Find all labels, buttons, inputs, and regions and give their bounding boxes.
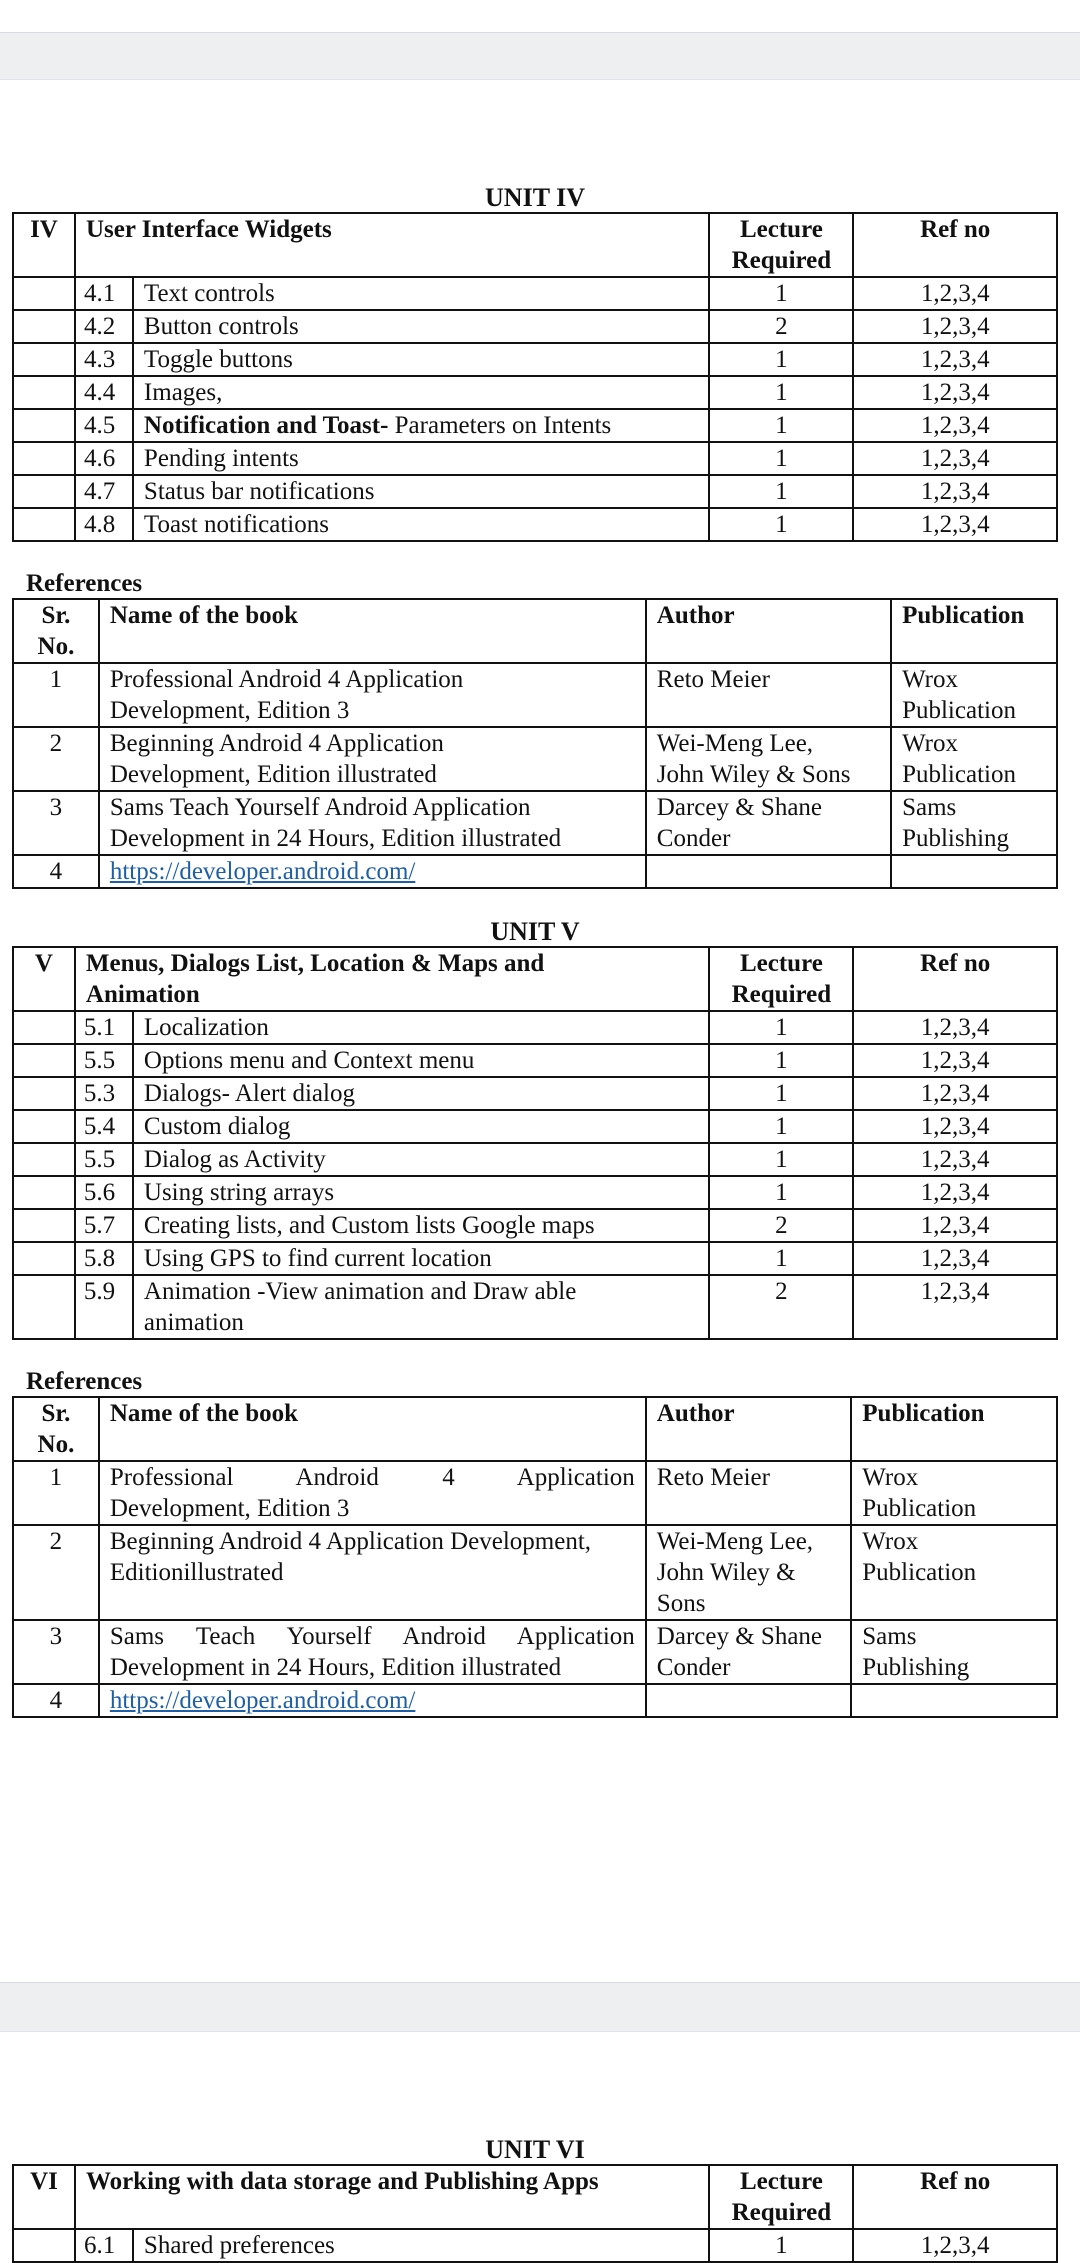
- lecture-required-header: Lecture Required: [709, 2165, 853, 2229]
- table-row: 4.1 Text controls 1 1,2,3,4: [13, 277, 1057, 310]
- unit-vi-table: [12, 2164, 1058, 2263]
- table-row: 4.7 Status bar notifications 1 1,2,3,4: [13, 475, 1057, 508]
- table-row: 4.8 Toast notifications 1 1,2,3,4: [13, 508, 1057, 541]
- unit-vi-title: UNIT VI: [485, 2135, 585, 2164]
- page-separator-top: [0, 32, 1080, 80]
- table-row: 3 Sams Teach Yourself Android Application Development in 24 Hours, Edition illustrated Darcey & Shane Conder Sams Publishing: [13, 791, 1057, 855]
- table-row: 4 https://developer.android.com/: [13, 855, 1057, 888]
- table-row: 4 https://developer.android.com/: [13, 1684, 1057, 1717]
- table-header-row: Sr. No. Name of the book Author Publication: [13, 1397, 1057, 1461]
- ref-no-header: Ref no: [853, 2165, 1057, 2229]
- table-header-row: [13, 213, 1057, 277]
- table-row: 4.4 Images, 1 1,2,3,4: [13, 376, 1057, 409]
- unit-iv-title: UNIT IV: [485, 183, 585, 212]
- table-row: 5.7 Creating lists, and Custom lists Google maps 2 1,2,3,4: [13, 1209, 1057, 1242]
- unit-heading: User Interface Widgets: [75, 213, 710, 277]
- table-row: 5.5 Options menu and Context menu 1 1,2,3,4: [13, 1044, 1057, 1077]
- lecture-required-header: Lecture Required: [709, 213, 853, 277]
- page-separator-bottom: [0, 1982, 1080, 2032]
- table-row: 3 Sams Teach Yourself Android Application Development in 24 Hours, Edition illustrated Darcey & Shane Conder Sams Publishing: [13, 1620, 1057, 1684]
- references-title: References: [26, 1368, 143, 1395]
- table-header-row: [13, 2165, 1057, 2229]
- references-table: [12, 598, 1058, 889]
- unit-number: V: [13, 947, 75, 1011]
- table-row: 5.3 Dialogs- Alert dialog 1 1,2,3,4: [13, 1077, 1057, 1110]
- lecture-required-header: Lecture Required: [709, 947, 853, 1011]
- table-row: 5.8 Using GPS to find current location 1 1,2,3,4: [13, 1242, 1057, 1275]
- developer-android-link[interactable]: https://developer.android.com/: [109, 858, 416, 885]
- references-table: [12, 1396, 1058, 1718]
- table-row: 5.5 Dialog as Activity 1 1,2,3,4: [13, 1143, 1057, 1176]
- table-row: 4.3 Toggle buttons 1 1,2,3,4: [13, 343, 1057, 376]
- table-row: 1 Professional Android 4 Application Development, Edition 3 Reto Meier Wrox Publication: [13, 663, 1057, 727]
- unit-v-table: [12, 946, 1058, 1340]
- table-row: 5.6 Using string arrays 1 1,2,3,4: [13, 1176, 1057, 1209]
- developer-android-link[interactable]: https://developer.android.com/: [109, 1687, 416, 1714]
- table-row: 4.6 Pending intents 1 1,2,3,4: [13, 442, 1057, 475]
- table-row: 5.1 Localization 1 1,2,3,4: [13, 1011, 1057, 1044]
- table-row: 4.2 Button controls 2 1,2,3,4: [13, 310, 1057, 343]
- table-row: 5.4 Custom dialog 1 1,2,3,4: [13, 1110, 1057, 1143]
- unit-number: IV: [13, 213, 75, 277]
- ref-no-header: Ref no: [853, 947, 1057, 1011]
- table-row: 1 Professional Android 4 Application Development, Edition 3 Reto Meier Wrox Publication: [13, 1461, 1057, 1525]
- table-header-row: Sr. No. Name of the book Author Publication: [13, 599, 1057, 663]
- references-title: References: [26, 570, 143, 597]
- unit-iv-table: [12, 212, 1058, 542]
- ref-no-header: Ref no: [853, 213, 1057, 277]
- table-row: 5.9 Animation -View animation and Draw able animation 2 1,2,3,4: [13, 1275, 1057, 1339]
- unit-v-title: UNIT V: [490, 917, 580, 946]
- unit-heading: Working with data storage and Publishing Apps: [75, 2165, 709, 2229]
- unit-number: VI: [13, 2165, 75, 2229]
- table-row: 2 Beginning Android 4 Application Development, Edition illustrated Wei-Meng Lee, John Wiley & Sons Wrox Publication: [13, 727, 1057, 791]
- table-row: 4.5 Notification and Toast- Parameters on Intents 1 1,2,3,4: [13, 409, 1057, 442]
- table-row: 2 Beginning Android 4 Application Development, Editionillustrated Wei-Meng Lee, John Wiley & Sons Wrox Publication: [13, 1525, 1057, 1620]
- table-row: 6.1 Shared preferences 1 1,2,3,4: [13, 2229, 1057, 2262]
- unit-heading: Menus, Dialogs List, Location & Maps and Animation: [75, 947, 710, 1011]
- table-header-row: [13, 947, 1057, 1011]
